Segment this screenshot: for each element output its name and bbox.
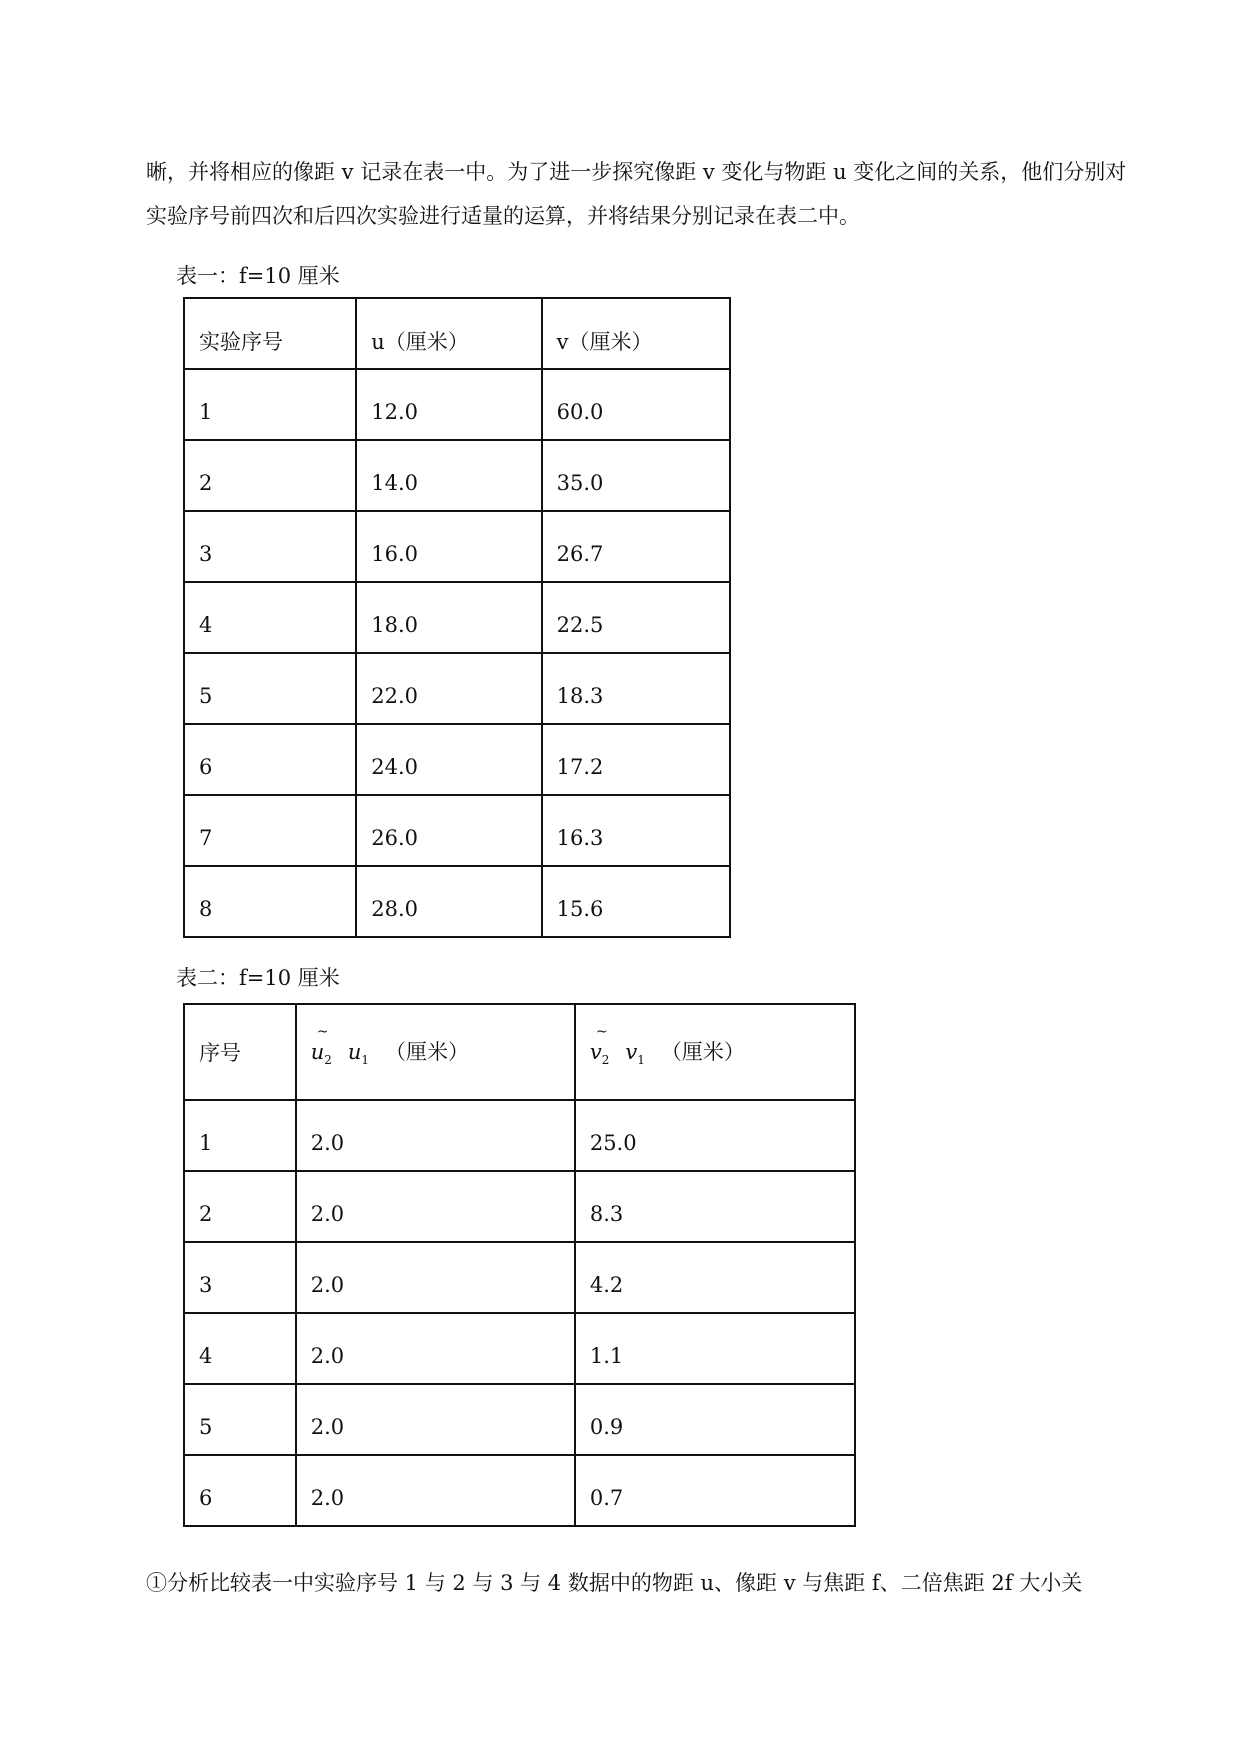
question-1: ①分析比较表一中实验序号 1 与 2 与 3 与 4 数据中的物距 u、像距 v 与焦距 f、二倍焦距 2f 大小关 [146,1571,1083,1595]
table1-cell: 28.0 [356,866,541,937]
table1-cell: 5 [184,653,356,724]
table1-cell: 14.0 [356,440,541,511]
table2-cell: 0.7 [575,1455,855,1526]
table1-cell: 22.5 [542,582,730,653]
table2-cell: 2.0 [296,1384,575,1455]
table-row [184,440,730,511]
table-row [184,724,730,795]
table-row [184,795,730,866]
table-row [184,653,730,724]
table2-cell: 5 [184,1384,296,1455]
table1-cell: 16.0 [356,511,541,582]
table1-cell: 4 [184,582,356,653]
table2-cell: 6 [184,1455,296,1526]
table2-cell: 4 [184,1313,296,1384]
table2-cell: 2.0 [296,1242,575,1313]
table1-cell: 26.0 [356,795,541,866]
table-row [184,1384,855,1455]
table-row [184,1313,855,1384]
table2-cell: 8.3 [575,1171,855,1242]
table1-caption: 表一：f=10 厘米 [176,264,340,288]
table1-cell: 7 [184,795,356,866]
table-row [184,582,730,653]
table1-cell: 12.0 [356,369,541,440]
table-row [184,1242,855,1313]
table1-cell: 24.0 [356,724,541,795]
table1-header-u: u（厘米） [356,298,541,369]
u2-symbol: ~ $u_2$ [311,1040,332,1064]
intro-paragraph: 晰，并将相应的像距 v 记录在表一中。为了进一步探究像距 v 变化与物距 u 变化之间的关系，他们分别对实验序号前四次和后四次实验进行适量的运算，并将结果分别记录在表二中。 [146,160,1127,228]
table2-cell: 4.2 [575,1242,855,1313]
table1-cell: 35.0 [542,440,730,511]
table1-cell: 22.0 [356,653,541,724]
table-row [184,1100,855,1171]
table-row [184,369,730,440]
table1 [183,297,731,938]
table1-cell: 2 [184,440,356,511]
table2-cell: 0.9 [575,1384,855,1455]
table2-caption: 表二：f=10 厘米 [176,966,340,990]
unit-label: （厘米） [660,1040,745,1065]
table1-cell: 60.0 [542,369,730,440]
table2-cell: 1.1 [575,1313,855,1384]
table1-cell: 26.7 [542,511,730,582]
table1-cell: 18.3 [542,653,730,724]
table2-header-v-diff [575,1004,855,1100]
table1-cell: 18.0 [356,582,541,653]
table2-cell: 2.0 [296,1171,575,1242]
table1-cell: 8 [184,866,356,937]
table2-cell: 2 [184,1171,296,1242]
table1-cell: 6 [184,724,356,795]
table-row [184,511,730,582]
table1-cell: 15.6 [542,866,730,937]
table1-cell: 3 [184,511,356,582]
table1-cell: 1 [184,369,356,440]
table2-cell: 1 [184,1100,296,1171]
table1-cell: 16.3 [542,795,730,866]
v1-symbol: $v_1$ [625,1040,645,1068]
table1-header-row [184,298,730,369]
table2-header-seq: 序号 [184,1004,296,1100]
table2-header-u-diff [296,1004,575,1100]
table1-cell: 17.2 [542,724,730,795]
table-row [184,1455,855,1526]
table2-cell: 2.0 [296,1100,575,1171]
table2 [183,1003,856,1527]
u1-symbol: $u_1$ [347,1040,370,1068]
table2-cell: 25.0 [575,1100,855,1171]
table-row [184,866,730,937]
table2-cell: 3 [184,1242,296,1313]
v2-symbol: ~ $v_2$ [590,1040,610,1064]
table2-header-row [184,1004,855,1100]
table-row [184,1171,855,1242]
table1-header-v: v（厘米） [542,298,730,369]
table2-cell: 2.0 [296,1313,575,1384]
table2-cell: 2.0 [296,1455,575,1526]
table1-header-seq: 实验序号 [184,298,356,369]
unit-label: （厘米） [385,1040,470,1065]
